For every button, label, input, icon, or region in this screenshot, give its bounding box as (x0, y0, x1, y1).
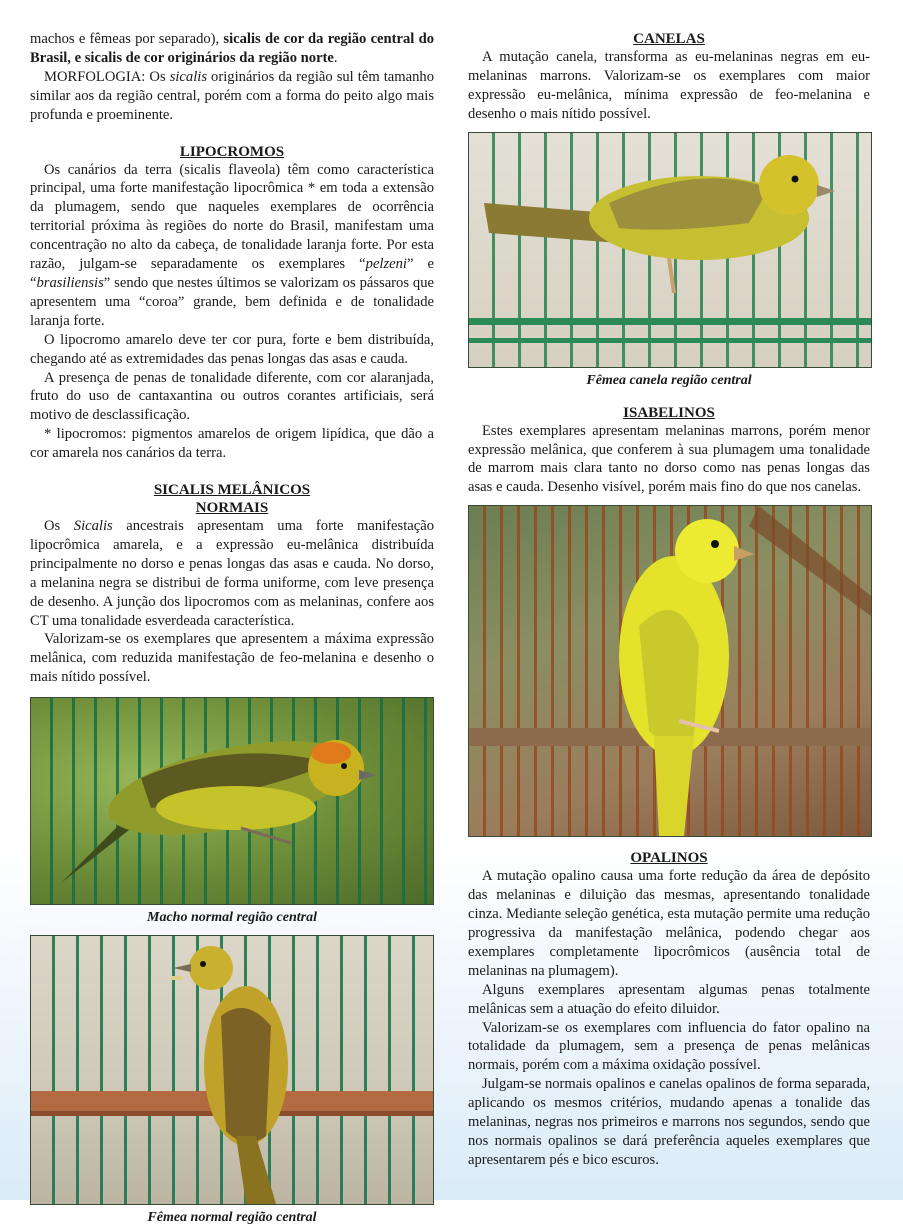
mel-text-a: Os (44, 518, 74, 535)
intro-bold-norte: sicalis de cor originários da região norte (84, 49, 334, 66)
lipocromos-footnote: * lipocromos: pigmentos amarelos de origem lipídica, que dão a cor amarela nos canários da terra. (30, 426, 434, 462)
morfologia-em: sicalis (169, 68, 207, 85)
photo-femea-canela (468, 132, 872, 368)
lipo-text-a: Os canários da terra (sicalis flaveola) têm como característica principal, uma forte manifestação lipocrômica * em toda a extensão da plumagem, sendo que naqueles exemplares de ocorrência territorial próxima às regiões do norte do Brasil, manifestam uma concentração no alto da cabeça, de tonalidade laranja forte. Por esta razão, julgam-se separadamente os exemplares “ (30, 161, 434, 273)
photo-macho-normal (30, 697, 434, 905)
opalinos-paragraph-1: A mutação opalino causa uma forte redução da área de depósito das melaninas e diluição das mesmas, apresentando tonalidade cinza. Mediante seleção genética, esta mutação permite uma redução progressiva da manifestação melânica, podendo chegar aos exemplares completamente lipocrômicos (ausência total de melaninas na plumagem). (468, 868, 870, 979)
lipo-text-b: ” e “ (30, 256, 434, 291)
melanicos-heading-1: SICALIS MELÂNICOS (153, 482, 311, 499)
bird-femea-normal (31, 936, 433, 1204)
isabelinos-paragraph: Estes exemplares apresentam melaninas marrons, porém menor expressão melânica, que conferem à sua plumagem uma tonalidade de marrom mais clara tanto no dorso como nas penas longas das asas e cauda. Desenho visível, porém mais fino do que nos canelas. (468, 422, 870, 496)
intro-bold-central: sicalis de cor da região central do Brasil (30, 31, 434, 66)
mel-em-sicalis: Sicalis (73, 518, 113, 535)
right-column (468, 30, 870, 1170)
morfologia-paragraph (30, 68, 434, 125)
melanicos-heading-2: NORMAIS (195, 500, 269, 517)
caption-macho-normal: Macho normal região central (147, 910, 317, 926)
canelas-paragraph: A mutação canela, transforma as eu-melaninas negras em eu-melaninas marrons. Valorizam-se os exemplares com maior expressão eu-melânica, mínima expressão de feo-melanina e desenho o mais nítido possível. (468, 49, 870, 122)
lipo-em-pelzeni: pelzeni (365, 256, 407, 273)
bird-femea-canela (469, 133, 871, 367)
isabelinos-heading: ISABELINOS (623, 404, 715, 421)
lipocromos-paragraph-3: A presença de penas de tonalidade diferente, com cor alaranjada, fruto do uso de cantaxantina ou outros corantes artificiais, será motivo de desclassificação. (30, 369, 434, 424)
left-column (30, 30, 434, 1227)
bird-isabelino (469, 506, 871, 836)
lipo-em-brasiliensis: brasiliensis (36, 274, 104, 291)
bird-macho-normal (31, 698, 433, 904)
canelas-heading: CANELAS (633, 31, 705, 47)
opalinos-heading: OPALINOS (630, 850, 708, 867)
intro-bold-sep: , e (67, 49, 85, 66)
intro-period: . (333, 49, 338, 66)
melanicos-paragraph-2: Valorizam-se os exemplares que apresentem a máxima expressão melânica, com reduzida manifestação de feo-melanina e desenho o mais nítido possível. (30, 631, 434, 686)
lipocromos-paragraph-1 (30, 161, 434, 331)
caption-femea-normal: Fêmea normal região central (147, 1210, 317, 1226)
lipocromos-paragraph-2: O lipocromo amarelo deve ter cor pura, forte e bem distribuída, chegando até as extremidades das penas longas das asas e cauda. (30, 331, 434, 367)
intro-text: machos e fêmeas por separado), (30, 31, 224, 47)
caption-femea-canela: Fêmea canela região central (586, 372, 752, 388)
melanicos-paragraph-1 (30, 517, 434, 630)
mel-text-b: ancestrais apresentam uma forte manifestação lipocrômica amarela, e a expressão eu-melânica distribuída principalmente no dorso e penas longas das asas e cauda. No dorso, a melanina negra se distribui de forma uniforme, com leve presença de desenho. A junção dos lipocromos com as melaninas, confere aos CT uma tonalidade esverdeada característica. (30, 518, 434, 629)
morfologia-label: MORFOLOGIA: Os (44, 68, 170, 85)
morfologia-text: originários da região sul têm tamanho similar aos da região central, porém com a forma do peito algo mais profunda e proeminente. (30, 68, 434, 123)
photo-femea-normal (30, 935, 434, 1205)
photo-isabelino (468, 505, 872, 837)
opalinos-paragraph-2: Alguns exemplares apresentam algumas penas totalmente melânicas sem a atuação do efeito diluidor. (468, 981, 870, 1017)
opalinos-paragraph-4: Julgam-se normais opalinos e canelas opalinos de forma separada, aplicando os mesmos critérios, mudando apenas a tonalide das melaninas, negras nos primeiros e marrons nos segundos, sendo que nos normais opalinos se dará preferência aqueles exemplares que apresentarem pés e bico escuros. (468, 1076, 870, 1168)
opalinos-paragraph-3: Valorizam-se os exemplares com influencia do fator opalino na totalidade da plumagem, sem a presença de penas melânicas normais, porém com a máxima oxidação possível. (468, 1019, 870, 1074)
intro-paragraph-1 (30, 30, 434, 68)
lipo-text-c: ” sendo que nestes últimos se valorizam os pássaros que apresentem uma “coroa” grande, bem definida e de tonalidade laranja forte. (30, 274, 434, 329)
lipocromos-heading: LIPOCROMOS (179, 143, 285, 160)
